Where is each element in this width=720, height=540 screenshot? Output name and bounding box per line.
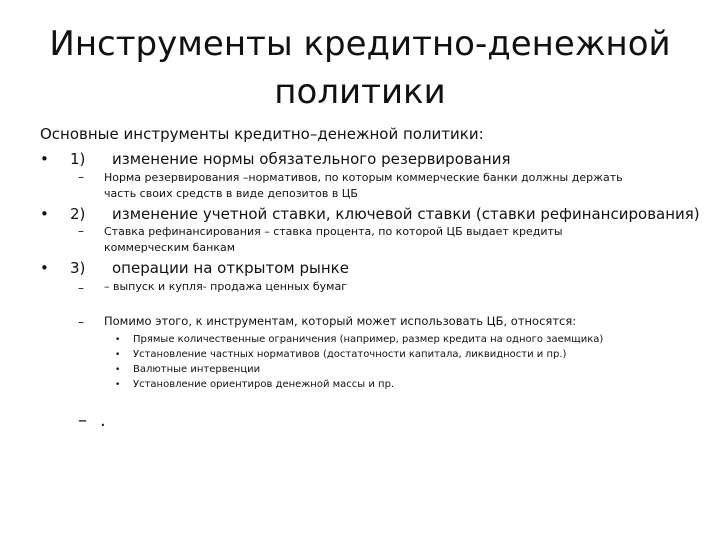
item-sub-2: Ставка рефинансирования – ставка процента, по которой ЦБ выдает кредиты коммерческим банкам: [104, 225, 563, 254]
additional-text: Помимо этого, к инструментам, который может использовать ЦБ, относятся:: [104, 314, 577, 328]
additional-dash: –: [78, 315, 84, 329]
intro-text: Основные инструменты кредитно–денежной политики:: [40, 125, 484, 143]
item-dash-2: –: [78, 224, 84, 238]
item-text-1: изменение нормы обязательного резервирования: [112, 150, 511, 168]
slide-title: Инструменты кредитно-денежной политики: [49, 24, 671, 112]
point-bullet-1: •: [115, 335, 121, 345]
bullet-1: •: [40, 150, 49, 168]
point-3: Валютные интервенции: [133, 364, 261, 375]
bullet-3: •: [40, 259, 49, 277]
item-number-1: 1): [70, 150, 86, 168]
item-dash-3: –: [78, 281, 84, 295]
point-bullet-2: •: [115, 350, 121, 360]
item-number-2: 2): [70, 205, 86, 223]
item-text-2: изменение учетной ставки, ключевой ставки (ставки рефинансирования): [112, 205, 700, 223]
point-bullet-3: •: [115, 365, 121, 375]
bullet-2: •: [40, 205, 49, 223]
item-dash-1: –: [78, 170, 84, 184]
final-text: .: [100, 410, 106, 431]
point-bullet-4: •: [115, 380, 121, 390]
point-2: Установление частных нормативов (достаточности капитала, ликвидности и пр.): [133, 349, 567, 360]
final-dash: –: [78, 410, 87, 431]
point-4: Установление ориентиров денежной массы и пр.: [133, 379, 395, 390]
item-sub-1: Норма резервирования –нормативов, по которым коммерческие банки должны держать часть своих средств в виде депозитов в ЦБ: [104, 171, 623, 200]
item-number-3: 3): [70, 259, 86, 277]
point-1: Прямые количественные ограничения (например, размер кредита на одного заемщика): [133, 334, 604, 345]
item-sub-3: – выпуск и купля- продажа ценных бумаг: [104, 280, 347, 293]
item-text-3: операции на открытом рынке: [112, 259, 349, 277]
